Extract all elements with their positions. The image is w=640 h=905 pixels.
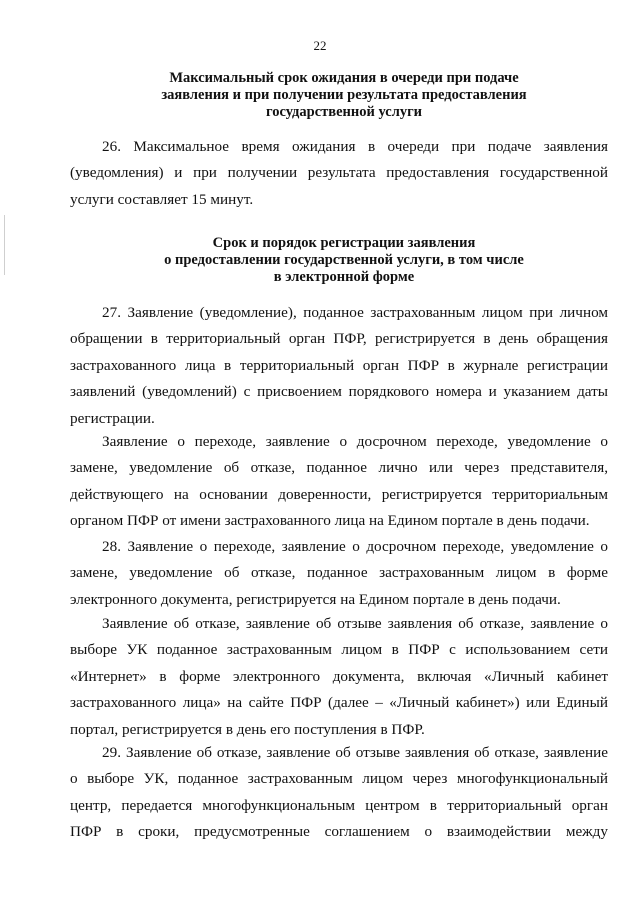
paragraph-29 — [70, 740, 608, 846]
paragraph-line: 26. Максимальное время ожидания в очереди при подаче заявления — [102, 138, 608, 155]
page-number: 22 — [313, 38, 327, 53]
heading-line: заявления и при получении результата предоставления — [161, 87, 527, 103]
paragraph-27 — [70, 300, 608, 432]
paragraph-28 — [70, 534, 608, 613]
heading-line: государственной услуги — [265, 104, 423, 120]
paragraph-line: действующего на основании доверенности, регистрируется территориальным — [70, 485, 608, 503]
paragraph-line: застрахованного лица» на сайте ПФР (далее – «Личный кабинет») или Единый — [70, 694, 608, 712]
paragraph-line: выборе УК поданное застрахованным лицом в ПФР с использованием сети — [70, 641, 608, 659]
section-heading-waiting-time — [80, 70, 608, 121]
paragraph-line: 29. Заявление об отказе, заявление об отзыве заявления об отказе, заявление — [102, 744, 608, 761]
paragraph-line: замене, уведомление об отказе, поданное лично или через представителя, — [70, 459, 608, 477]
paragraph-line: Заявление об отказе, заявление об отзыве заявления об отказе, заявление о — [102, 615, 608, 632]
paragraph-line: 28. Заявление о переходе, заявление о досрочном переходе, уведомление о — [102, 538, 608, 555]
paragraph-line: замене, уведомление об отказе, поданное застрахованным лицом в форме — [70, 564, 608, 582]
heading-line: в электронной форме — [273, 269, 415, 285]
paragraph-26 — [70, 134, 608, 213]
paragraph-27-continued — [70, 429, 608, 535]
paragraph-line: портал, регистрируется в день его поступления в ПФР. — [70, 720, 425, 738]
paragraph-line: органом ПФР от имени застрахованного лица на Едином портале в день подачи. — [70, 512, 590, 530]
paragraph-line: регистрации. — [70, 409, 155, 427]
section-heading-registration — [80, 235, 608, 286]
paragraph-line: ПФР в сроки, предусмотренные соглашением о взаимодействии между — [70, 823, 608, 841]
heading-line: Максимальный срок ожидания в очереди при подаче — [169, 70, 519, 86]
paragraph-line: электронного документа, регистрируется на Едином портале в день подачи. — [70, 590, 561, 608]
paragraph-line: 27. Заявление (уведомление), поданное застрахованным лицом при личном — [102, 304, 608, 321]
paragraph-line: Заявление о переходе, заявление о досрочном переходе, уведомление о — [102, 433, 608, 450]
paragraph-line: застрахованного лица в территориальный орган ПФР в журнале регистрации — [70, 356, 608, 374]
paragraph-line: обращении в территориальный орган ПФР, регистрируется в день обращения — [70, 330, 608, 348]
heading-line: о предоставлении государственной услуги, в том числе — [164, 252, 524, 268]
paragraph-line: о выборе УК, поданное застрахованным лицом через многофункциональный — [70, 770, 608, 788]
paragraph-line: заявлений (уведомлений) с присвоением порядкового номера и указанием даты — [70, 383, 608, 401]
scan-binding-mark — [4, 215, 5, 275]
heading-line: Срок и порядок регистрации заявления — [212, 235, 476, 251]
paragraph-line: центр, передается многофункциональным центром в территориальный орган — [70, 796, 608, 814]
paragraph-line: «Интернет» в форме электронного документа, включая «Личный кабинет — [70, 667, 608, 685]
paragraph-line: (уведомления) и при получении результата предоставления государственной — [70, 164, 608, 182]
paragraph-line: услуги составляет 15 минут. — [70, 190, 254, 208]
paragraph-28-continued — [70, 611, 608, 743]
